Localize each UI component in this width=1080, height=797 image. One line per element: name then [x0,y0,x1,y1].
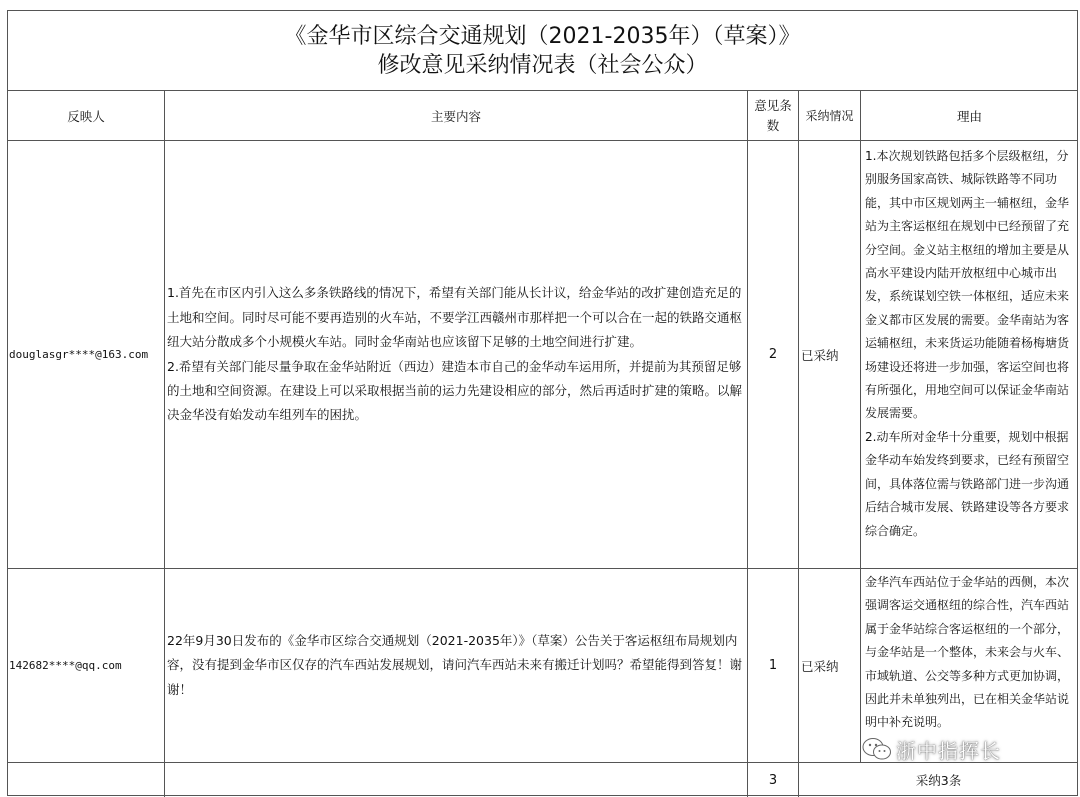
watermark-text: 浙中指挥长 [896,738,1001,763]
row2-reason: 金华汽车西站位于金华站的西侧，本次强调客运交通枢纽的综合性，汽车西站属于金华站综合客运枢纽的一个部分，与金华站是一个整体，未来会与火车、市域轨道、公交等多种方式更加协调，因此并未单独列出，已在相关金华站说明中补充说明。 [865,575,1070,730]
total-summary: 采纳3条 [915,773,962,788]
wechat-icon [862,737,892,761]
row1-count: 2 [748,141,799,569]
title-line-1: 《金华市区综合交通规划（2021-2035年）（草案）》 [284,24,801,49]
row2-content: 22年9月30日发布的《金华市区综合交通规划（2021-2035年）》（草案）公告关于客运枢纽布局规划内容，没有提到金华市区仅存的汽车西站发展规划，请问汽车西站未来有搬迁计划吗？希望能得到答复！谢谢！ [167,632,743,697]
total-content-empty [165,763,748,797]
opinion-table [7,10,1078,796]
header-content: 主要内容 [165,91,748,141]
total-count: 3 [748,763,799,797]
header-count: 意见条数 [748,91,799,141]
watermark [862,734,1001,764]
row1-content: 1.首先在市区内引入这么多条铁路线的情况下，希望有关部门能从长计议，给金华站的改扩建创造充足的土地和空间。同时尽可能不要再造别的火车站，不要学江西赣州市那样把一个可以合在一起的铁路交通枢纽大站分散成多个小规模火车站。同时金华南站也应该留下足够的土地空间进行扩建。 2.希望有关部门能尽量争取在金华站附近（西边）建造本市自己的金华动车运用所，并提前为其预留足够的土地和空间资源。在建设上可以采取根据当前的运力先建设相应的部分，然后再适时扩建的策略。以解决金华没有始发动车组列车的困扰。 [167,285,743,423]
row1-status: 已采纳 [799,141,861,569]
row2-status: 已采纳 [799,569,861,763]
header-reporter: 反映人 [8,91,165,141]
row2-content-cell [165,569,748,763]
title-line-2: 修改意见采纳情况表（社会公众） [377,53,708,78]
row1-content-cell [165,141,748,569]
header-status: 采纳情况 [799,91,861,141]
row1-reason-cell [861,141,1078,569]
total-reporter-empty [8,763,165,797]
header-reason: 理由 [861,91,1078,141]
row2-count: 1 [748,569,799,763]
table-title [8,11,1077,91]
row1-reason: 1.本次规划铁路包括多个层级枢纽，分别服务国家高铁、城际铁路等不同功能，其中市区规划两主一辅枢纽，金华站为主客运枢纽在规划中已经预留了充分空间。金义站主枢纽的增加主要是从高水平建设内陆开放枢纽中心城市出发，系统谋划空铁一体枢纽，适应未来金义都市区发展的需要。金华南站为客运辅枢纽，未来货运功能随着杨梅塘货场建设还将进一步加强，客运空间也将有所强化，用地空间可以保证金华南站发展需要。 2.动车所对金华十分重要，规划中根据金华动车始发终到要求，已经有预留空间，具体落位需与铁路部门进一步沟通后结合城市发展、铁路建设等各方要求综合确定。 [865,149,1070,538]
row1-reporter: douglasgr****@163.com [8,141,165,569]
row2-reporter: 142682****@qq.com [8,569,165,763]
